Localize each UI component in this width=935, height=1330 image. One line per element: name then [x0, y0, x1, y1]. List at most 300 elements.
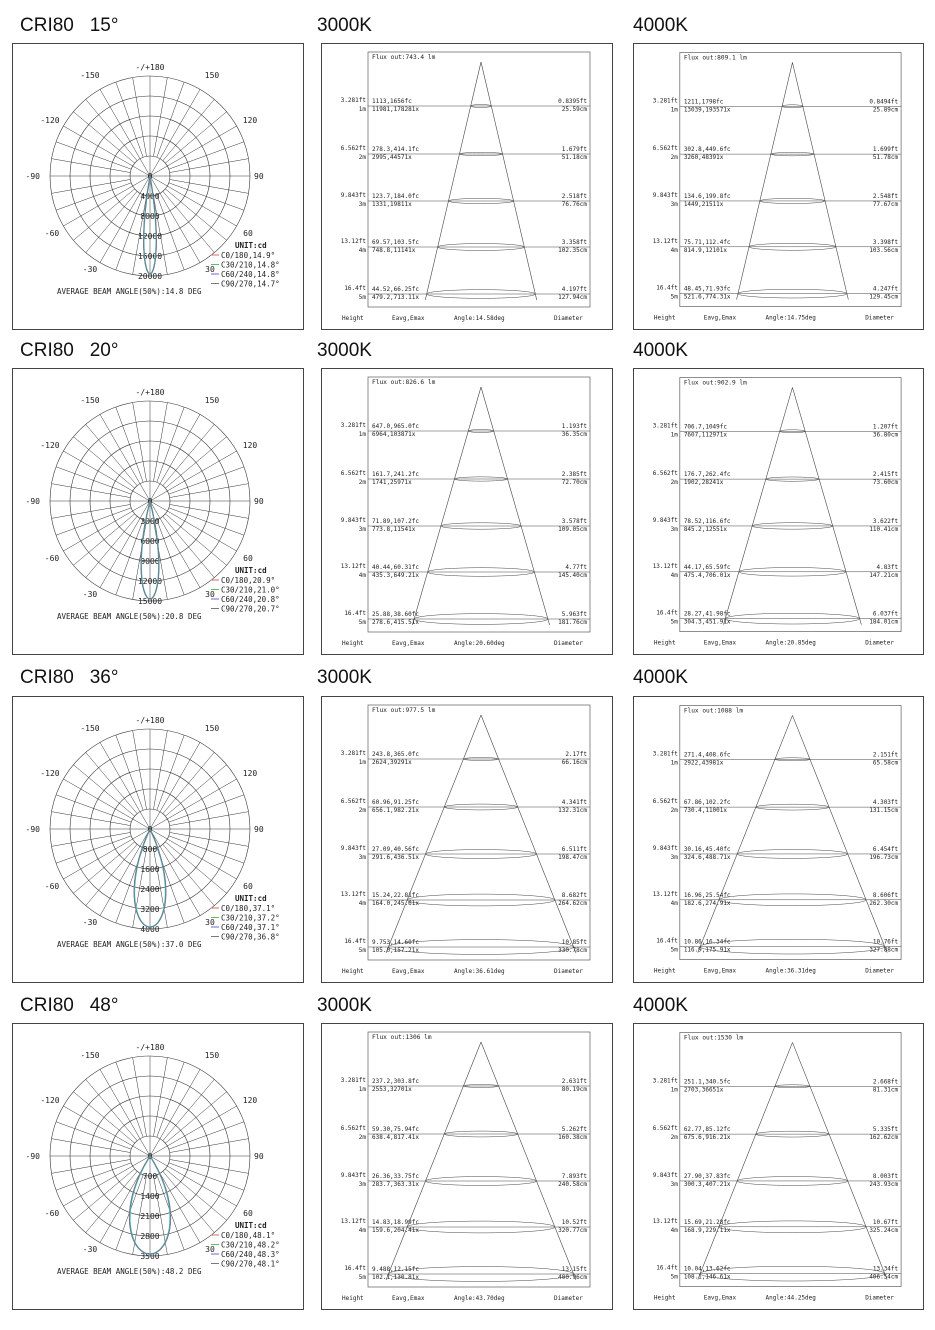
polar-spoke: [56, 836, 131, 863]
angle-label-neg60: -60: [44, 229, 60, 238]
cone-frame: [368, 377, 590, 632]
height-ft: 13.12ft: [340, 563, 366, 570]
polar-spoke: [170, 484, 249, 498]
radial-tick-label: 3200: [140, 905, 160, 914]
polar-spoke: [133, 731, 147, 810]
footer-eavg: Eavg,Emax: [703, 1294, 737, 1302]
cri-title: CRI80 15°: [20, 15, 119, 36]
footer-eavg: Eavg,Emax: [392, 640, 425, 647]
illuminance-fc: 26.36,33.75fc: [372, 1173, 419, 1180]
illuminance-fc: 10.86,16.34fc: [683, 938, 731, 946]
polar-spoke: [86, 99, 137, 160]
radial-tick-label: 15000: [137, 597, 163, 606]
angle-label-60: 60: [243, 229, 253, 238]
polar-spoke: [52, 504, 131, 518]
polar-spoke: [163, 424, 214, 485]
legend-entry: C90/270,20.7°: [221, 604, 280, 614]
angle-label-neg120: -120: [40, 769, 60, 778]
radial-tick-label: 800: [142, 845, 158, 854]
illuminance-fc: 71.89,107.2fc: [372, 518, 419, 525]
height-m: 4m: [670, 1226, 678, 1234]
cone-edge-left: [724, 387, 793, 624]
illuminance-lx: 102.1,130.81x: [372, 1274, 419, 1281]
height-ft: 3.281ft: [340, 97, 366, 104]
diameter-cm: 109.05cm: [558, 526, 587, 533]
polar-diagram: [12, 43, 304, 330]
diameter-cm: 145.40cm: [558, 572, 587, 579]
illuminance-lx: 116.9,175.91x: [683, 946, 731, 954]
angle-label-150: 150: [204, 396, 220, 405]
polar-spoke: [86, 844, 137, 905]
height-m: 3m: [670, 853, 678, 861]
diameter-cm: 77.67cm: [872, 200, 899, 208]
height-m: 3m: [670, 525, 678, 533]
diameter-ft: 10.67ft: [872, 1218, 899, 1226]
height-m: 1m: [358, 759, 366, 766]
diameter-cm: 102.35cm: [558, 247, 587, 254]
illuminance-fc: 16.96,25.54fc: [683, 891, 731, 899]
polar-spoke: [73, 1169, 134, 1220]
illuminance-lx: 2553,32701x: [372, 1086, 412, 1093]
diameter-ft: 6.454ft: [872, 845, 899, 853]
polar-spoke: [163, 191, 214, 252]
diameter-ft: 0.8395ft: [558, 98, 587, 105]
diameter-ft: 2.151ft: [872, 751, 899, 759]
angle-label-30: 30: [205, 590, 215, 599]
polar-spoke: [86, 191, 137, 252]
cct-title: 3000K: [317, 667, 372, 688]
height-ft: 3.281ft: [340, 750, 366, 757]
polar-spoke: [153, 1058, 167, 1137]
angle-label-neg60: -60: [44, 882, 60, 891]
angle-label-0: 0: [147, 825, 153, 834]
polar-spoke: [153, 403, 167, 482]
footer-angle: Angle:14.75deg: [765, 314, 816, 322]
legend-entry: C30/210,21.0°: [221, 585, 280, 595]
angle-label-0: 0: [147, 172, 153, 181]
height-m: 1m: [670, 1086, 678, 1094]
diameter-ft: 6.037ft: [872, 610, 899, 618]
angle-label-neg30: -30: [82, 590, 98, 599]
polar-spoke: [133, 403, 147, 482]
cct-title: 3000K: [317, 340, 372, 361]
angle-label-90: 90: [254, 497, 264, 506]
illuminance-fc: 67.86,102.2fc: [683, 799, 731, 807]
polar-spoke: [169, 467, 244, 494]
polar-spoke: [165, 1169, 226, 1220]
polar-spoke: [73, 765, 134, 816]
height-m: 4m: [670, 246, 678, 254]
height-ft: 13.12ft: [340, 1218, 366, 1225]
radial-tick-label: 2800: [140, 1232, 160, 1241]
diameter-ft: 5.963ft: [561, 611, 587, 618]
polar-spoke: [165, 112, 226, 163]
angle-label-90: 90: [254, 1152, 264, 1161]
height-ft: 6.562ft: [340, 798, 366, 805]
polar-spoke: [170, 1139, 249, 1153]
footer-angle: Angle:44.25deg: [765, 1294, 816, 1302]
polar-spoke: [56, 795, 131, 822]
height-ft: 13.12ft: [652, 890, 678, 898]
angle-label-neg60: -60: [44, 554, 60, 563]
height-m: 4m: [358, 572, 366, 579]
height-ft: 16.4ft: [656, 284, 678, 292]
illuminance-lx: 105.0,157.21x: [372, 947, 419, 954]
polar-spoke: [116, 407, 143, 482]
cone-edge-right: [792, 62, 848, 299]
angle-label-neg30: -30: [82, 1245, 98, 1254]
polar-spoke: [52, 832, 131, 846]
diameter-ft: 0.8494ft: [869, 98, 899, 106]
angle-label-neg120: -120: [40, 116, 60, 125]
illuminance-lx: 159.6,204.41x: [372, 1227, 419, 1234]
diameter-ft: 5.335ft: [872, 1126, 899, 1134]
polar-spoke: [86, 516, 137, 577]
footer-diameter: Diameter: [554, 315, 583, 322]
diameter-ft: 7.893ft: [561, 1173, 587, 1180]
illuminance-fc: 271.4,408.6fc: [683, 751, 731, 759]
height-ft: 9.843ft: [340, 845, 366, 852]
footer-height: Height: [342, 1295, 364, 1302]
flux-out-label: Flux out:902.9 lm: [683, 379, 747, 387]
legend-entry: C0/180,37.1°: [221, 904, 276, 913]
footer-eavg: Eavg,Emax: [703, 314, 737, 322]
height-m: 1m: [670, 106, 678, 114]
diameter-ft: 10.52ft: [561, 1219, 587, 1226]
illuminance-fc: 69.57,103.5fc: [372, 239, 419, 246]
diameter-ft: 3.398ft: [872, 238, 899, 246]
polar-spoke: [86, 424, 137, 485]
height-ft: 16.4ft: [344, 1265, 366, 1272]
diameter-ft: 1.699ft: [872, 146, 899, 154]
angle-label-60: 60: [243, 1209, 253, 1218]
height-m: 4m: [358, 900, 366, 907]
cone-edge-right: [481, 62, 537, 300]
footer-angle: Angle:36.31deg: [765, 967, 816, 975]
polar-spoke: [163, 1079, 214, 1140]
angle-label-neg30: -30: [82, 265, 98, 274]
height-ft: 13.12ft: [652, 237, 678, 245]
illuminance-lx: 521.6,774.31x: [683, 293, 731, 301]
illuminance-lx: 278.6,415.51x: [372, 619, 419, 626]
illuminance-fc: 15.69,21.28fc: [683, 1218, 731, 1226]
height-m: 1m: [358, 106, 366, 113]
polar-spoke: [163, 752, 214, 813]
height-ft: 6.562ft: [652, 145, 678, 153]
illuminance-lx: 6964,103871x: [372, 431, 416, 438]
diameter-cm: 243.93cm: [869, 1180, 899, 1188]
illuminance-lx: 11981,178281x: [372, 106, 419, 113]
legend-entry: C30/210,37.2°: [221, 913, 280, 923]
diameter-cm: 327.88cm: [869, 946, 899, 954]
height-ft: 3.281ft: [652, 1077, 678, 1085]
radial-tick-label: 12000: [137, 232, 163, 241]
polar-spoke: [165, 514, 226, 565]
diameter-cm: 25.59cm: [561, 106, 587, 113]
illuminance-lx: 2624,39291x: [372, 759, 412, 766]
diameter-cm: 132.31cm: [558, 807, 587, 814]
radial-tick-label: 12000: [137, 577, 163, 586]
cone-frame: [680, 705, 901, 959]
height-ft: 6.562ft: [652, 470, 678, 478]
footer-eavg: Eavg,Emax: [392, 315, 425, 322]
legend-entry: C90/270,36.8°: [221, 932, 280, 942]
height-ft: 9.843ft: [340, 192, 366, 199]
height-ft: 9.843ft: [652, 516, 678, 524]
polar-spoke: [73, 1092, 134, 1143]
beam-angle-caption: AVERAGE BEAM ANGLE(50%):37.0 DEG: [57, 940, 202, 949]
polar-spoke: [170, 832, 249, 846]
beam-angle-caption: AVERAGE BEAM ANGLE(50%):48.2 DEG: [57, 1267, 202, 1276]
footer-diameter: Diameter: [865, 1294, 894, 1302]
diameter-ft: 5.262ft: [561, 1126, 587, 1133]
diameter-ft: 8.606ft: [872, 891, 899, 899]
angle-label-neg90: -90: [25, 497, 40, 506]
height-m: 2m: [358, 479, 366, 486]
angle-label-neg120: -120: [40, 1096, 60, 1105]
angle-label-90: 90: [254, 172, 264, 181]
height-m: 2m: [358, 807, 366, 814]
height-ft: 6.562ft: [652, 1125, 678, 1133]
diameter-ft: 6.511ft: [561, 846, 587, 853]
cct-title: 4000K: [633, 15, 688, 36]
height-ft: 13.12ft: [652, 562, 678, 570]
height-ft: 3.281ft: [652, 422, 678, 430]
radial-tick-label: 8000: [140, 212, 160, 221]
angle-label-neg150: -150: [80, 1051, 100, 1060]
radial-tick-label: 3000: [140, 517, 160, 526]
height-ft: 9.843ft: [652, 1171, 678, 1179]
illuminance-fc: 706.7,1049fc: [683, 423, 727, 431]
illuminance-lx: 291.6,436.51x: [372, 854, 419, 861]
illuminance-fc: 48.45,71.93fc: [683, 285, 731, 293]
height-ft: 16.4ft: [656, 609, 678, 617]
height-ft: 3.281ft: [340, 422, 366, 429]
polar-spoke: [52, 159, 131, 173]
angle-label-90: 90: [254, 825, 264, 834]
illuminance-lx: 304.3,451.91x: [683, 618, 731, 626]
diameter-ft: 1.679ft: [561, 146, 587, 153]
diameter-cm: 240.58cm: [558, 1181, 587, 1188]
illuminance-fc: 9.488,12.15fc: [372, 1266, 419, 1273]
height-m: 1m: [358, 1086, 366, 1093]
radial-tick-label: 4000: [140, 925, 160, 934]
angle-label-180: -/+180: [135, 716, 165, 725]
height-m: 2m: [670, 154, 678, 162]
beam-angle-caption: AVERAGE BEAM ANGLE(50%):20.8 DEG: [57, 612, 202, 621]
illuminance-fc: 10.04,13.62fc: [683, 1265, 731, 1273]
cone-edge-right: [481, 715, 576, 953]
cone-frame: [368, 52, 590, 307]
polar-spoke: [73, 842, 134, 893]
polar-spoke: [52, 484, 131, 498]
diameter-ft: 3.358ft: [561, 239, 587, 246]
cone-edge-left: [412, 387, 481, 625]
height-m: 2m: [358, 154, 366, 161]
illuminance-fc: 62.77,85.12fc: [683, 1126, 731, 1134]
polar-spoke: [153, 78, 167, 157]
radial-tick-label: 3500: [140, 1252, 160, 1261]
angle-label-neg150: -150: [80, 71, 100, 80]
diameter-ft: 10.85ft: [561, 939, 587, 946]
height-m: 3m: [358, 526, 366, 533]
diameter-cm: 36.35cm: [561, 431, 587, 438]
height-ft: 16.4ft: [656, 1264, 678, 1272]
radial-tick-label: 700: [142, 1172, 158, 1181]
diameter-cm: 76.76cm: [561, 201, 587, 208]
diameter-cm: 147.21cm: [869, 571, 899, 579]
polar-spoke: [157, 735, 184, 810]
angle-label-neg150: -150: [80, 724, 100, 733]
polar-spoke: [169, 508, 244, 535]
illuminance-fc: 59.30,75.94fc: [372, 1126, 419, 1133]
illuminance-fc: 30.16,45.40fc: [683, 845, 731, 853]
illuminance-fc: 647.0,965.0fc: [372, 423, 419, 430]
height-ft: 6.562ft: [340, 1125, 366, 1132]
diameter-ft: 8.003ft: [872, 1172, 899, 1180]
height-ft: 6.562ft: [652, 798, 678, 806]
flux-out-label: Flux out:1306 lm: [372, 1034, 432, 1041]
height-m: 4m: [358, 1227, 366, 1234]
illuminance-fc: 302.8,449.6fc: [683, 146, 731, 154]
angle-label-neg90: -90: [25, 1152, 40, 1161]
illuminance-fc: 1211,1798fc: [683, 98, 724, 106]
angle-label-neg60: -60: [44, 1209, 60, 1218]
polar-spoke: [52, 812, 131, 826]
polar-spoke: [169, 183, 244, 210]
diameter-cm: 320.77cm: [558, 1227, 587, 1234]
polar-spoke: [116, 735, 143, 810]
diameter-cm: 131.15cm: [869, 807, 899, 815]
height-m: 3m: [670, 1180, 678, 1188]
illuminance-fc: 134.6,199.8fc: [683, 192, 731, 200]
footer-height: Height: [653, 1294, 676, 1302]
diameter-cm: 129.45cm: [869, 293, 899, 301]
footer-angle: Angle:14.58deg: [454, 315, 505, 322]
illuminance-lx: 730.4,11001x: [683, 807, 727, 815]
radial-tick-label: 1400: [140, 1192, 160, 1201]
diameter-ft: 2.548ft: [872, 192, 899, 200]
footer-diameter: Diameter: [554, 968, 583, 975]
angle-label-neg120: -120: [40, 441, 60, 450]
diameter-ft: 4.83ft: [876, 563, 899, 571]
height-m: 5m: [358, 619, 366, 626]
diameter-cm: 73.60cm: [872, 479, 899, 487]
polar-spoke: [157, 1062, 184, 1137]
angle-label-0: 0: [147, 1152, 153, 1161]
diameter-cm: 81.31cm: [872, 1086, 899, 1094]
illuminance-lx: 675.6,916.21x: [683, 1134, 731, 1142]
height-ft: 16.4ft: [344, 610, 366, 617]
radial-tick-label: 2100: [140, 1212, 160, 1221]
height-m: 3m: [358, 201, 366, 208]
cone-frame: [680, 377, 901, 631]
illuminance-fc: 237.2,303.8fc: [372, 1078, 419, 1085]
angle-label-neg30: -30: [82, 918, 98, 927]
height-ft: 6.562ft: [340, 145, 366, 152]
height-m: 3m: [358, 1181, 366, 1188]
polar-spoke: [165, 189, 226, 240]
radial-tick-label: 20000: [137, 272, 163, 281]
height-m: 3m: [358, 854, 366, 861]
flux-out-label: Flux out:743.4 lm: [372, 54, 436, 61]
illuminance-lx: 168.9,229.11x: [683, 1226, 731, 1234]
angle-label-neg150: -150: [80, 396, 100, 405]
footer-height: Height: [653, 314, 676, 322]
angle-label-180: -/+180: [135, 388, 165, 397]
footer-diameter: Diameter: [865, 314, 894, 322]
illuminance-cone-chart: [633, 696, 924, 983]
radial-tick-label: 16000: [137, 252, 163, 261]
polar-spoke: [52, 1139, 131, 1153]
legend-entry: C60/240,37.1°: [221, 923, 280, 932]
footer-angle: Angle:36.61deg: [454, 968, 505, 975]
height-ft: 3.281ft: [340, 1077, 366, 1084]
polar-spoke: [163, 99, 214, 160]
footer-angle: Angle:43.70deg: [454, 1295, 505, 1302]
polar-spoke: [56, 183, 131, 210]
legend-entry: C30/210,48.2°: [221, 1240, 280, 1250]
diameter-ft: 4.77ft: [565, 564, 587, 571]
illuminance-cone-chart: [633, 43, 924, 330]
footer-height: Height: [342, 640, 364, 647]
illuminance-fc: 25.88,38.60fc: [372, 611, 419, 618]
diameter-ft: 3.578ft: [561, 518, 587, 525]
illuminance-cone-chart: [321, 1023, 613, 1310]
illuminance-cone-chart: [633, 368, 924, 655]
polar-spoke: [52, 179, 131, 193]
cct-title: 4000K: [633, 340, 688, 361]
illuminance-fc: 161.7,241.2fc: [372, 471, 419, 478]
illuminance-lx: 475.4,706.01x: [683, 571, 731, 579]
legend-entry: C90/270,14.7°: [221, 279, 280, 289]
height-m: 1m: [670, 431, 678, 439]
height-m: 5m: [358, 294, 366, 301]
footer-height: Height: [342, 315, 364, 322]
radial-tick-label: 6000: [140, 537, 160, 546]
illuminance-lx: 1902,28241x: [683, 479, 724, 487]
diameter-ft: 4.303ft: [872, 799, 899, 807]
height-ft: 9.843ft: [340, 1172, 366, 1179]
height-m: 3m: [670, 200, 678, 208]
illuminance-fc: 15.24,22.81fc: [372, 892, 419, 899]
angle-label-30: 30: [205, 918, 215, 927]
flux-out-label: Flux out:1530 lm: [683, 1034, 744, 1042]
illuminance-lx: 1449,21511x: [683, 200, 724, 208]
radial-tick-label: 1600: [140, 865, 160, 874]
legend-entry: C30/210,14.8°: [221, 260, 280, 270]
polar-spoke: [170, 1159, 249, 1173]
polar-spoke: [116, 1062, 143, 1137]
footer-height: Height: [653, 967, 676, 975]
diameter-cm: 262.30cm: [869, 899, 899, 907]
illuminance-fc: 243.8,365.0fc: [372, 751, 419, 758]
diameter-cm: 330.78cm: [558, 947, 587, 954]
polar-spoke: [169, 142, 244, 169]
angle-label-150: 150: [204, 71, 220, 80]
polar-spoke: [133, 1058, 147, 1137]
illuminance-lx: 2703,36651x: [683, 1086, 724, 1094]
cone-edge-left: [737, 62, 793, 299]
illuminance-lx: 638.4,817.41x: [372, 1134, 419, 1141]
polar-diagram: [12, 696, 304, 983]
legend-entry: C0/180,48.1°: [221, 1231, 276, 1240]
flux-out-label: Flux out:977.5 lm: [372, 707, 436, 714]
height-m: 5m: [670, 293, 678, 301]
polar-spoke: [56, 1122, 131, 1149]
footer-eavg: Eavg,Emax: [703, 639, 737, 647]
diameter-cm: 51.78cm: [872, 154, 899, 162]
